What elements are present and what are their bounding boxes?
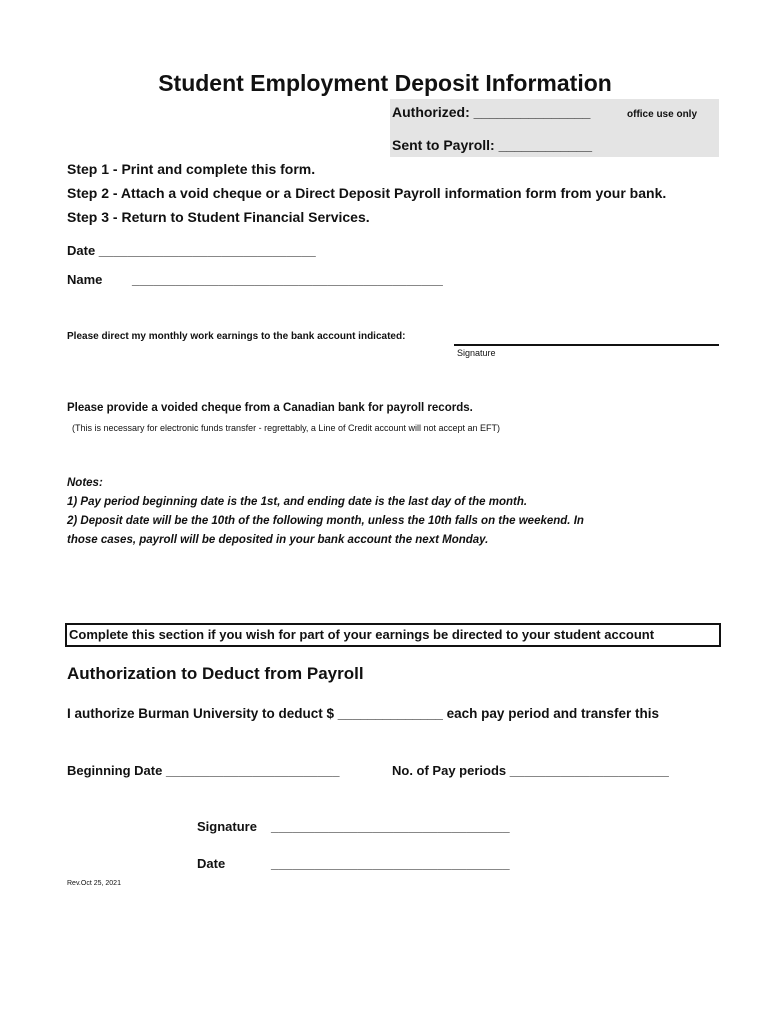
note-2: 2) Deposit date will be the 10th of the following month, unless the 10th falls on the weekend. In <box>67 515 584 527</box>
auth-signature-label: Signature <box>197 819 257 834</box>
authorized-field[interactable]: Authorized: _______________ <box>392 104 591 120</box>
authorization-heading: Authorization to Deduct from Payroll <box>67 664 364 683</box>
page-title: Student Employment Deposit Information <box>158 70 612 96</box>
step-1: Step 1 - Print and complete this form. <box>67 161 316 177</box>
auth-date-label: Date <box>197 856 226 871</box>
authorize-deduction-line[interactable]: I authorize Burman University to deduct $ ______________ each pay period and transfer this <box>67 706 659 721</box>
direct-deposit-statement: Please direct my monthly work earnings to the bank account indicated: <box>67 331 406 342</box>
step-2: Step 2 - Attach a void cheque or a Direct Deposit Payroll information form from your bank. <box>67 185 667 201</box>
notes-heading: Notes: <box>67 477 103 489</box>
pay-periods-field[interactable]: No. of Pay periods ______________________ <box>392 763 669 778</box>
eft-note: (This is necessary for electronic funds transfer - regrettably, a Line of Credit account will not accept an EFT) <box>72 423 501 433</box>
date-field[interactable]: Date ______________________________ <box>67 243 316 258</box>
sent-to-payroll-field[interactable]: Sent to Payroll: ____________ <box>392 137 593 153</box>
auth-date-field[interactable]: _________________________________ <box>271 856 510 871</box>
section-banner: Complete this section if you wish for part of your earnings be directed to your student account <box>65 623 721 647</box>
auth-signature-field[interactable]: _________________________________ <box>271 819 510 834</box>
office-use-note: office use only <box>627 109 698 120</box>
name-field[interactable]: ___________________________________________ <box>132 272 443 287</box>
name-label: Name <box>67 272 103 287</box>
revision-date: Rev.Oct 25, 2021 <box>67 880 121 887</box>
signature-caption: Signature <box>457 348 496 358</box>
note-2-continued: those cases, payroll will be deposited in your bank account the next Monday. <box>67 534 489 546</box>
signature-line[interactable] <box>454 344 719 346</box>
note-1: 1) Pay period beginning date is the 1st, and ending date is the last day of the month. <box>67 496 528 508</box>
step-3: Step 3 - Return to Student Financial Services. <box>67 209 370 225</box>
beginning-date-field[interactable]: Beginning Date ________________________ <box>67 763 340 778</box>
cheque-request: Please provide a voided cheque from a Canadian bank for payroll records. <box>67 402 473 414</box>
